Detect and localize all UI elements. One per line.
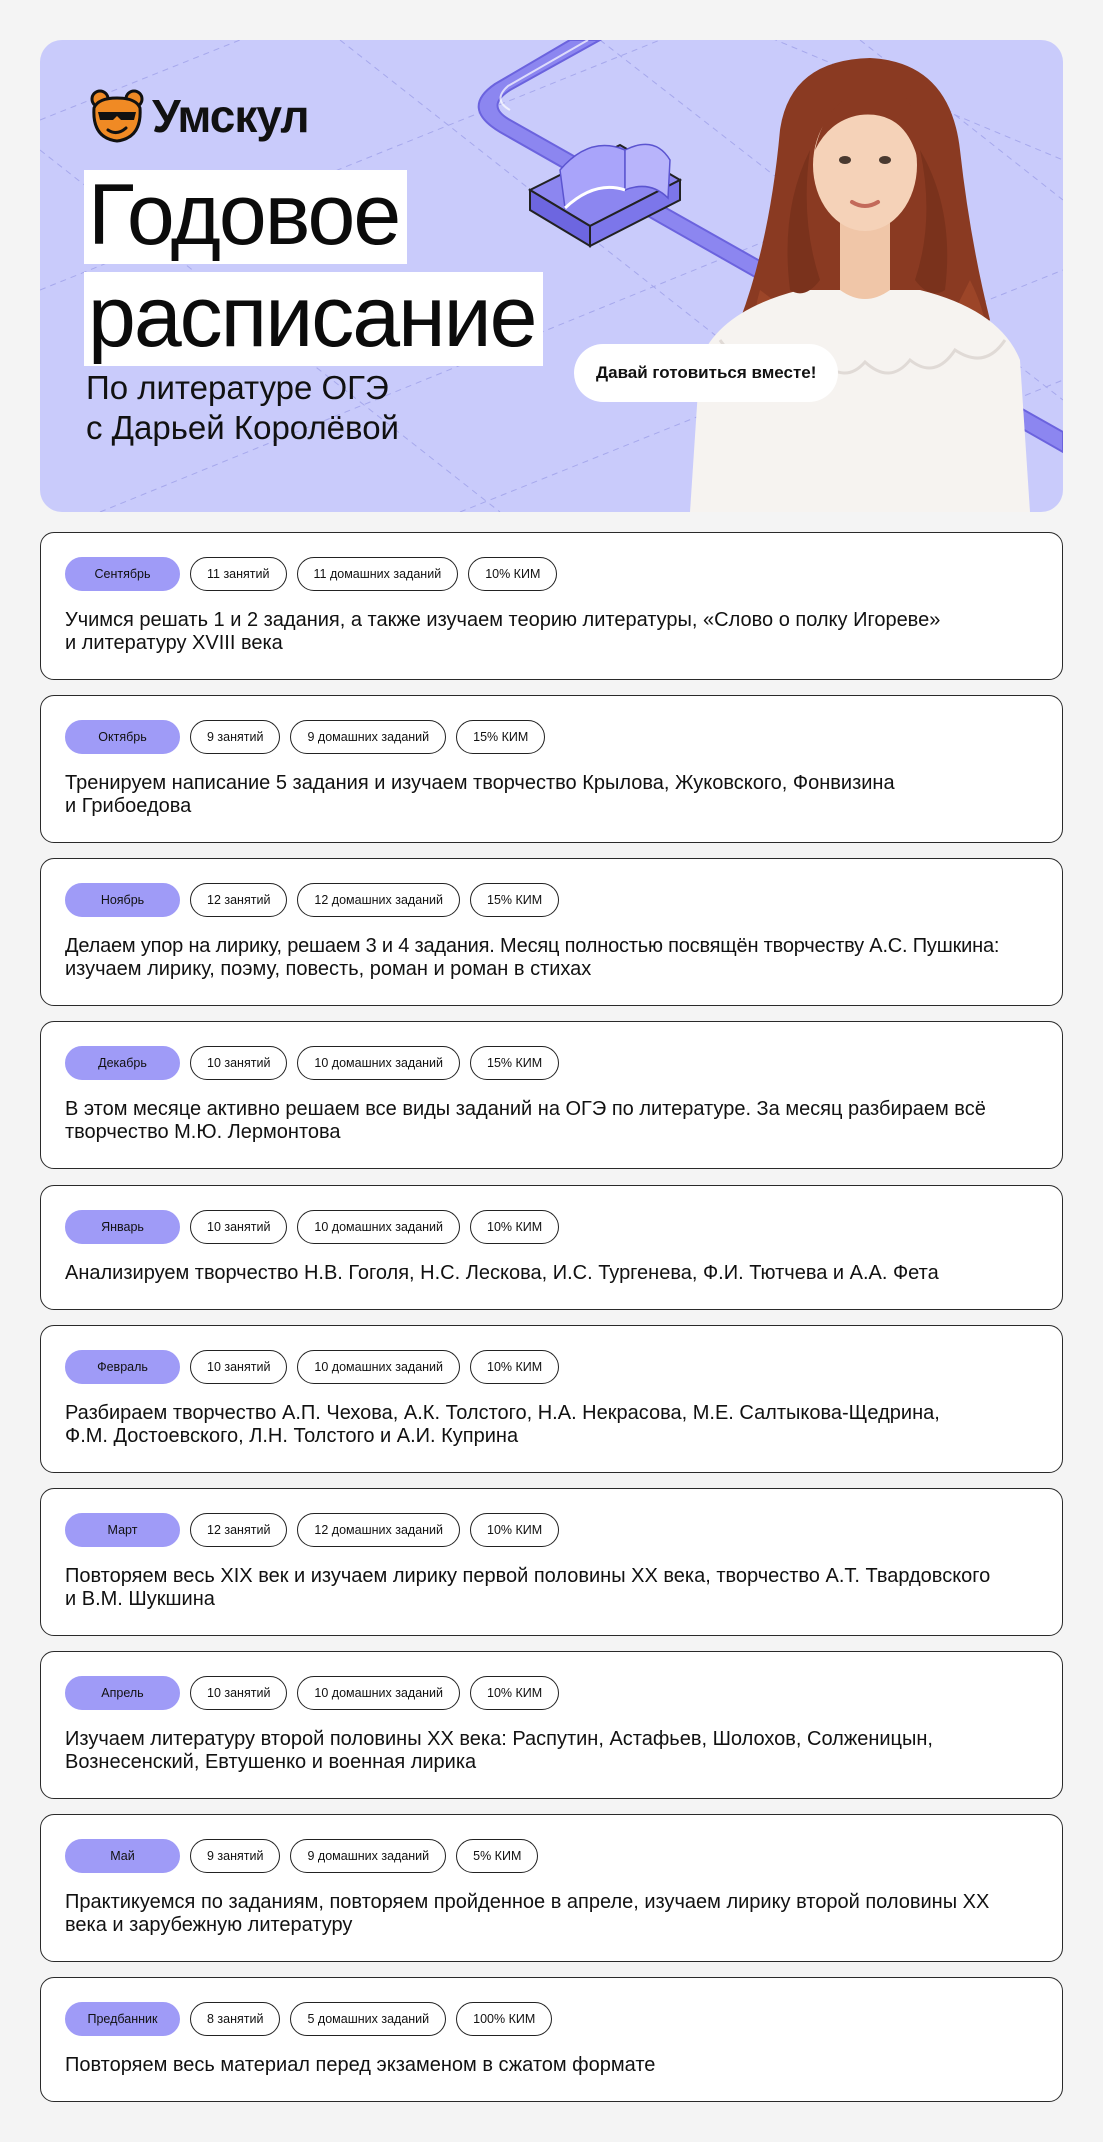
month-description — [65, 1262, 1048, 1285]
month-badge: Сентябрь — [65, 557, 180, 591]
kim-badge: 15% КИМ — [470, 883, 559, 917]
month-badge: Декабрь — [65, 1046, 180, 1080]
lessons-badge: 10 занятий — [190, 1676, 287, 1710]
brand-name: Умскул — [152, 90, 309, 142]
lessons-badge: 11 занятий — [190, 557, 287, 591]
homework-badge: 10 домашних заданий — [297, 1350, 460, 1384]
title-line-1: Годовое — [84, 170, 407, 264]
month-description — [65, 935, 1048, 981]
lessons-badge: 8 занятий — [190, 2002, 280, 2036]
tag-row — [65, 557, 557, 591]
description-line-1: Разбираем творчество А.П. Чехова, А.К. Толстого, Н.А. Некрасова, М.Е. Салтыкова-Щедрина, — [65, 1402, 940, 1424]
kim-badge: 10% КИМ — [470, 1676, 559, 1710]
description-line-1: Повторяем весь XIX век и изучаем лирику первой половины XX века, творчество А.Т. Твардовского — [65, 1565, 991, 1587]
subtitle-line-1: По литературе ОГЭ — [86, 369, 389, 406]
description-line-1: Делаем упор на лирику, решаем 3 и 4 задания. Месяц полностью посвящён творчеству А.С. Пушкина: — [65, 935, 1000, 957]
tag-row — [65, 2002, 552, 2036]
tag-row — [65, 1676, 559, 1710]
lessons-badge: 9 занятий — [190, 720, 280, 754]
month-badge: Предбанник — [65, 2002, 180, 2036]
month-description — [65, 609, 1048, 655]
month-description — [65, 1891, 1048, 1937]
bear-logo-icon — [88, 88, 146, 144]
kim-badge: 15% КИМ — [470, 1046, 559, 1080]
month-description — [65, 772, 1048, 818]
homework-badge: 10 домашних заданий — [297, 1676, 460, 1710]
description-line-1: Изучаем литературу второй половины XX века: Распутин, Астафьев, Шолохов, Солженицын, — [65, 1728, 933, 1750]
description-line-2: и Грибоедова — [65, 795, 192, 817]
homework-badge: 12 домашних заданий — [297, 1513, 460, 1547]
homework-badge: 10 домашних заданий — [297, 1046, 460, 1080]
month-description — [65, 1402, 1048, 1448]
month-description — [65, 2054, 1048, 2077]
description-line-1: Учимся решать 1 и 2 задания, а также изучаем теорию литературы, «Слово о полку Игореве» — [65, 609, 941, 631]
month-description — [65, 1565, 1048, 1611]
description-line-1: Тренируем написание 5 задания и изучаем творчество Крылова, Жуковского, Фонвизина — [65, 772, 895, 794]
kim-badge: 5% КИМ — [456, 1839, 538, 1873]
tag-row — [65, 1046, 559, 1080]
homework-badge: 9 домашних заданий — [290, 1839, 446, 1873]
kim-badge: 100% КИМ — [456, 2002, 552, 2036]
month-badge: Май — [65, 1839, 180, 1873]
subtitle-line-2: с Дарьей Королёвой — [86, 409, 399, 446]
month-card-january — [40, 1185, 1063, 1310]
description-line-1: В этом месяце активно решаем все виды заданий на ОГЭ по литературе. За месяц разбираем всё — [65, 1098, 986, 1120]
description-line-1: Повторяем весь материал перед экзаменом в сжатом формате — [65, 2054, 656, 2076]
page-title — [84, 167, 543, 366]
lessons-badge: 12 занятий — [190, 883, 287, 917]
lessons-badge: 10 занятий — [190, 1350, 287, 1384]
kim-badge: 10% КИМ — [470, 1350, 559, 1384]
kim-badge: 10% КИМ — [468, 557, 557, 591]
month-card-final-review — [40, 1977, 1063, 2102]
description-line-2: и В.М. Шукшина — [65, 1588, 215, 1610]
lessons-badge: 9 занятий — [190, 1839, 280, 1873]
description-line-2: века и зарубежную литературу — [65, 1914, 353, 1936]
description-line-2: творчество М.Ю. Лермонтова — [65, 1121, 341, 1143]
description-line-2: Вознесенский, Евтушенко и военная лирика — [65, 1751, 477, 1773]
month-badge: Ноябрь — [65, 883, 180, 917]
month-card-march — [40, 1488, 1063, 1636]
month-badge: Февраль — [65, 1350, 180, 1384]
kim-badge: 10% КИМ — [470, 1513, 559, 1547]
lessons-badge: 12 занятий — [190, 1513, 287, 1547]
tag-row — [65, 883, 559, 917]
tag-row — [65, 1350, 559, 1384]
tag-row — [65, 1513, 559, 1547]
month-card-may — [40, 1814, 1063, 1962]
description-line-1: Анализируем творчество Н.В. Гоголя, Н.С. Лескова, И.С. Тургенева, Ф.И. Тютчева и А.А. Фета — [65, 1262, 939, 1284]
month-description — [65, 1728, 1048, 1774]
month-description — [65, 1098, 1048, 1144]
description-line-2: Ф.М. Достоевского, Л.Н. Толстого и А.И. Куприна — [65, 1425, 519, 1447]
description-line-2: и литературу XVIII века — [65, 632, 283, 654]
tag-row — [65, 1839, 538, 1873]
lessons-badge: 10 занятий — [190, 1046, 287, 1080]
description-line-2: изучаем лирику, поэму, повесть, роман и роман в стихах — [65, 958, 592, 980]
tag-row — [65, 720, 545, 754]
month-badge: Апрель — [65, 1676, 180, 1710]
homework-badge: 9 домашних заданий — [290, 720, 446, 754]
month-card-april — [40, 1651, 1063, 1799]
brand-logo — [88, 88, 309, 144]
month-card-september — [40, 532, 1063, 680]
month-badge: Октябрь — [65, 720, 180, 754]
homework-badge: 5 домашних заданий — [290, 2002, 446, 2036]
homework-badge: 10 домашних заданий — [297, 1210, 460, 1244]
page-subtitle — [86, 368, 399, 448]
kim-badge: 15% КИМ — [456, 720, 545, 754]
month-badge: Март — [65, 1513, 180, 1547]
month-card-october — [40, 695, 1063, 843]
lessons-badge: 10 занятий — [190, 1210, 287, 1244]
month-card-february — [40, 1325, 1063, 1473]
month-card-november — [40, 858, 1063, 1006]
homework-badge: 11 домашних заданий — [297, 557, 459, 591]
teacher-photo — [660, 40, 1063, 512]
homework-badge: 12 домашних заданий — [297, 883, 460, 917]
kim-badge: 10% КИМ — [470, 1210, 559, 1244]
hero-banner — [40, 40, 1063, 512]
speech-bubble: Давай готовиться вместе! — [574, 344, 838, 402]
title-line-2: расписание — [84, 272, 543, 366]
description-line-1: Практикуемся по заданиям, повторяем пройденное в апреле, изучаем лирику второй половины XX — [65, 1891, 990, 1913]
month-card-december — [40, 1021, 1063, 1169]
tag-row — [65, 1210, 559, 1244]
month-badge: Январь — [65, 1210, 180, 1244]
